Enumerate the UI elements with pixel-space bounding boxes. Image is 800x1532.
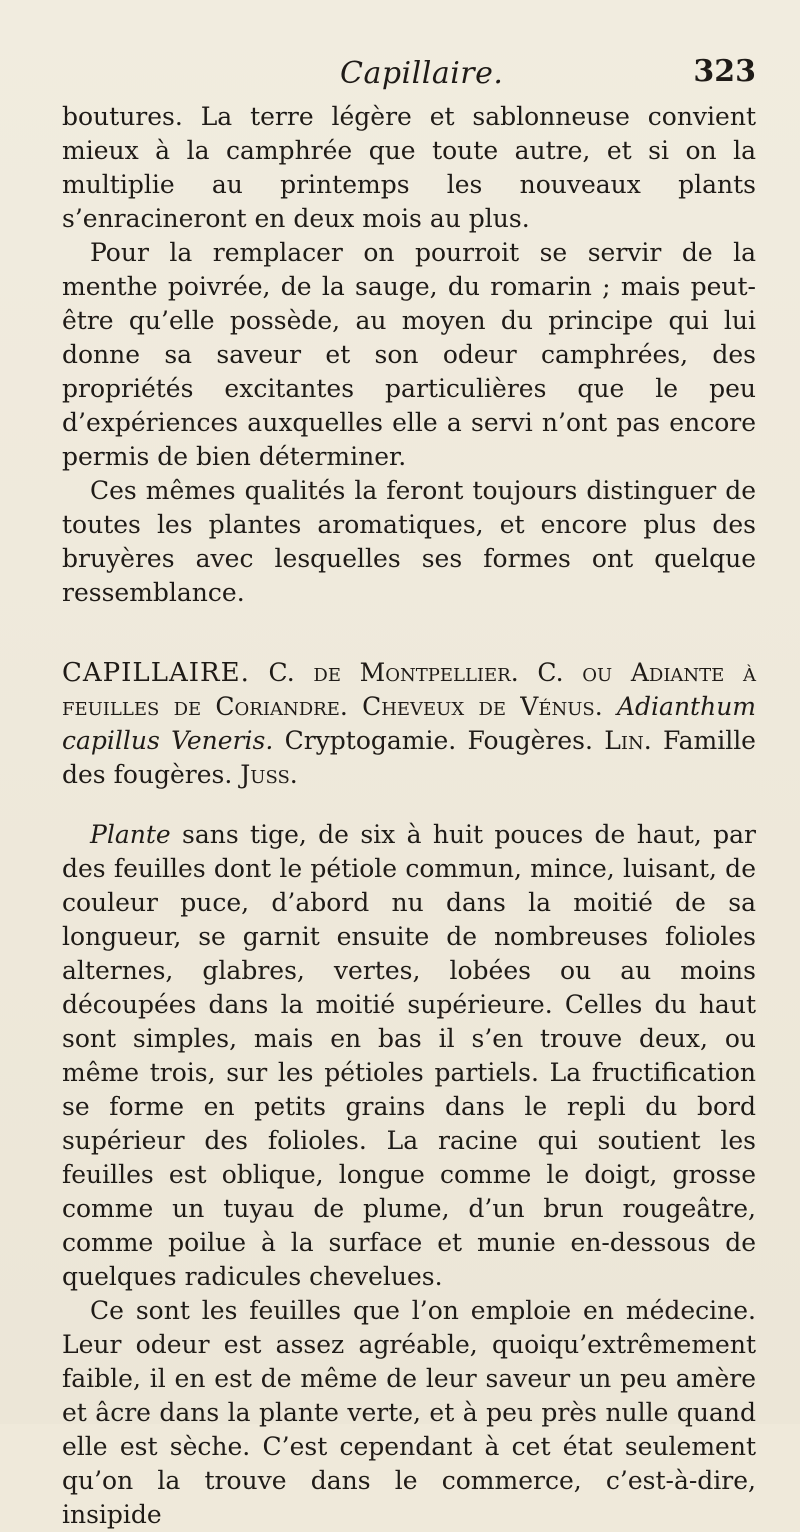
entry-author-jussieu: Juss. xyxy=(240,760,298,789)
entry-headword: CAPILLAIRE. xyxy=(62,658,250,688)
description-lead-word: Plante xyxy=(90,820,171,849)
entry-synonym-3: Cheveux de Vénus. xyxy=(362,692,603,721)
page-body xyxy=(62,100,756,1532)
page-number: 323 xyxy=(693,54,756,89)
entry-synonym-1: C. de Montpellier. xyxy=(268,658,519,687)
paragraph-plant-description xyxy=(62,818,756,1294)
page-header xyxy=(60,52,756,96)
paragraph-replacement: Pour la remplacer on pourroit se servir de la menthe poivrée, de la sauge, du romarin ; mais peut-être qu’elle possède, au moyen du principe qui lui donne sa saveur et son odeur camphrées, des propriétés excitantes particulières que le peu d’expériences auxquelles elle a servi n’ont pas encore permis de bien déterminer. xyxy=(62,238,756,471)
paragraph-continuation: boutures. La terre légère et sablonneuse convient mieux à la camphrée que toute autre, et si on la multiplie au printemps les nouveaux plants s’enracineront en deux mois au plus. xyxy=(62,102,756,233)
description-text: sans tige, de six à huit pouces de haut, par des feuilles dont le pétiole commun, mince, luisant, de couleur puce, d’abord nu dans la moitié de sa longueur, se garnit ensuite de nombreuses folioles alternes, glabres, vertes, lobées ou au moins découpées dans la moitié supérieure. Celles du haut sont simples, mais en bas il s’en trouve deux, ou même trois, sur les pétioles partiels. La fructification se forme en petits grains dans le repli du bord supérieur des folioles. La racine qui soutient les feuilles est oblique, longue comme le doigt, grosse comme un tuyau de plume, d’un brun rougeâtre, comme poilue à la surface et munie en-dessous de quelques radicules chevelues. xyxy=(62,820,757,1291)
entry-family: Famille des fougères. xyxy=(62,726,756,789)
entry-latin-name: Adianthum capillus Veneris. xyxy=(62,692,756,755)
running-title: Capillaire. xyxy=(340,56,504,91)
entry-classification: Cryptogamie. Fougères. xyxy=(284,726,593,755)
paragraph-qualities: Ces mêmes qualités la feront toujours distinguer de toutes les plantes aromatiques, et encore plus des bruyères avec lesquelles ses formes ont quelque ressemblance. xyxy=(62,476,756,607)
dictionary-entry xyxy=(62,656,756,792)
entry-author-linnaeus: Lin. xyxy=(604,726,652,755)
entry-synonym-2: C. ou Adiante à feuilles de Coriandre. xyxy=(62,658,756,721)
paragraph-medical-use: Ce sont les feuilles que l’on emploie en médecine. Leur odeur est assez agréable, quoiqu’extrêmement faible, il en est de même de leur saveur un peu amère et âcre dans la plante verte, et à peu près nulle quand elle est sèche. C’est cependant à cet état seulement qu’on la trouve dans le commerce, c’est-à-dire, insipide xyxy=(62,1296,756,1529)
